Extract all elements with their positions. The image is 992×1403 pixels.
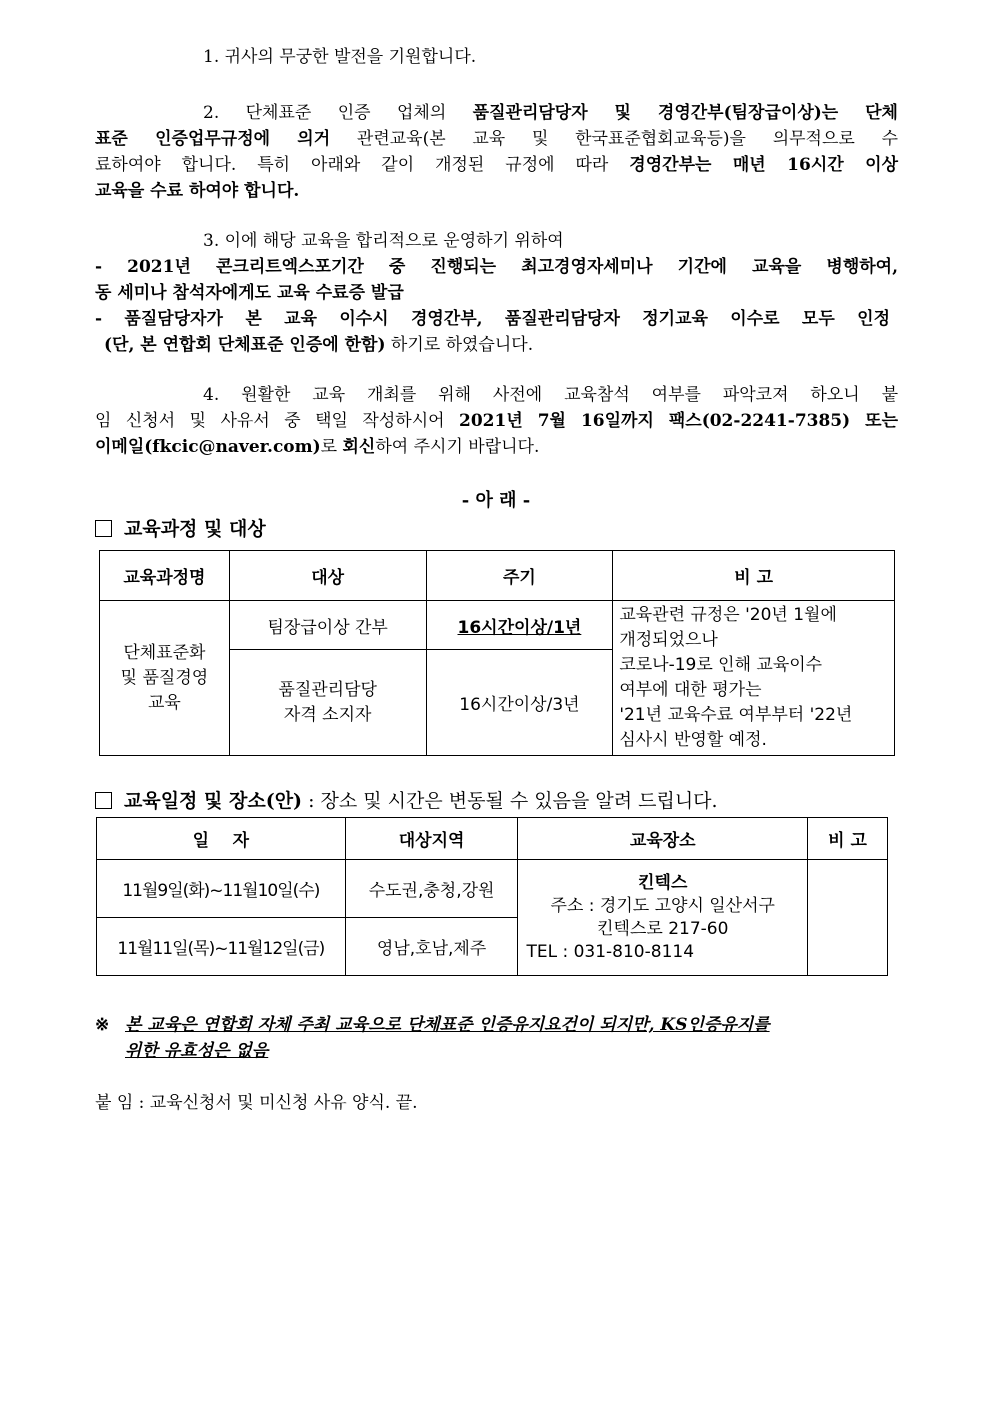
table-row	[100, 601, 895, 650]
paragraph-1: 1. 귀사의 무궁한 발전을 기원합니다.	[203, 47, 477, 67]
paragraph-3-line-5: (단, 본 연합회 단체표준 인증에 한함) 하기로 하였습니다.	[104, 335, 534, 355]
paragraph-2-line-3: 료하여야 합니다. 특히 아래와 같이 개정된 규정에 따라 경영간부는 매년 16시간 이상	[95, 155, 898, 175]
venue-cell: 킨텍스 주소 : 경기도 고양시 일산서구 킨텍스로 217-60 TEL : 031-810-8114	[518, 860, 808, 976]
header-course-name: 교육과정명	[100, 551, 230, 601]
header-date: 일 자	[97, 818, 346, 860]
course-table	[99, 550, 895, 756]
header-cycle: 주기	[426, 551, 613, 601]
note-mark: ※	[95, 1015, 110, 1035]
paragraph-2-line-1: 2. 단체표준 인증 업체의 품질관리담당자 및 경영간부(팀장급이상)는 단체	[203, 103, 898, 123]
section-2-heading: 교육일정 및 장소(안) : 장소 및 시간은 변동될 수 있음을 알려 드립니다.	[95, 786, 718, 813]
cycle-cell: 16시간이상/3년	[426, 650, 613, 756]
note-line-2: 위한 유효성은 없음	[125, 1041, 269, 1061]
below-heading: - 아 래 -	[461, 490, 531, 511]
paragraph-4-line-2: 임 신청서 및 사유서 중 택일 작성하시어 2021년 7월 16일까지 팩스(02-2241-7385) 또는	[95, 411, 898, 431]
table-row	[97, 860, 888, 918]
date-cell: 11월9일(화)~11월10일(수)	[97, 860, 346, 918]
paragraph-3-line-3: 동 세미나 참석자에게도 교육 수료증 발급	[95, 283, 404, 303]
schedule-table-header	[97, 818, 888, 860]
region-cell: 수도권,충청,강원	[345, 860, 518, 918]
target-cell: 품질관리담당 자격 소지자	[229, 650, 426, 756]
section-1-heading: 교육과정 및 대상	[95, 514, 266, 541]
cycle-cell: 16시간이상/1년	[426, 601, 613, 650]
header-region: 대상지역	[345, 818, 518, 860]
remark-cell: 교육관련 규정은 '20년 1월에 개정되었으나 코로나-19로 인해 교육이수 여부에 대한 평가는 '21년 교육수료 여부부터 '22년 심사시 반영할 예정.	[613, 601, 895, 756]
paragraph-3-line-4: - 품질담당자가 본 교육 이수시 경영간부, 품질관리담당자 정기교육 이수로 모두 인정	[95, 309, 890, 329]
paragraph-4-line-3: 이메일(fkcic@naver.com)로 회신하여 주시기 바랍니다.	[95, 437, 540, 457]
note-line-1: 본 교육은 연합회 자체 주최 교육으로 단체표준 인증유지요건이 되지만, KS인증유지를	[125, 1015, 770, 1035]
checkbox-square-icon	[95, 520, 112, 537]
region-cell: 영남,호남,제주	[345, 918, 518, 976]
schedule-table	[96, 817, 888, 976]
course-name-cell: 단체표준화 및 품질경영 교육	[100, 601, 230, 756]
paragraph-3-line-2: - 2021년 콘크리트엑스포기간 중 진행되는 최고경영자세미나 기간에 교육을 병행하여,	[95, 257, 898, 277]
paragraph-2-line-4: 교육을 수료 하여야 합니다.	[95, 181, 300, 201]
attachment-line: 붙 임 : 교육신청서 및 미신청 사유 양식. 끝.	[95, 1093, 418, 1113]
checkbox-square-icon	[95, 792, 112, 809]
header-remark: 비 고	[808, 818, 888, 860]
remark-cell	[808, 860, 888, 976]
paragraph-3-line-1: 3. 이에 해당 교육을 합리적으로 운영하기 위하여	[203, 231, 564, 251]
header-target: 대상	[229, 551, 426, 601]
target-cell: 팀장급이상 간부	[229, 601, 426, 650]
date-cell: 11월11일(목)~11월12일(금)	[97, 918, 346, 976]
header-venue: 교육장소	[518, 818, 808, 860]
course-table-header	[100, 551, 895, 601]
paragraph-2-line-2: 표준 인증업무규정에 의거 관련교육(본 교육 및 한국표준협회교육등)을 의무적으로 수	[95, 129, 898, 149]
paragraph-4-line-1: 4. 원활한 교육 개최를 위해 사전에 교육참석 여부를 파악코져 하오니 붙	[203, 385, 898, 405]
header-remark: 비 고	[613, 551, 895, 601]
